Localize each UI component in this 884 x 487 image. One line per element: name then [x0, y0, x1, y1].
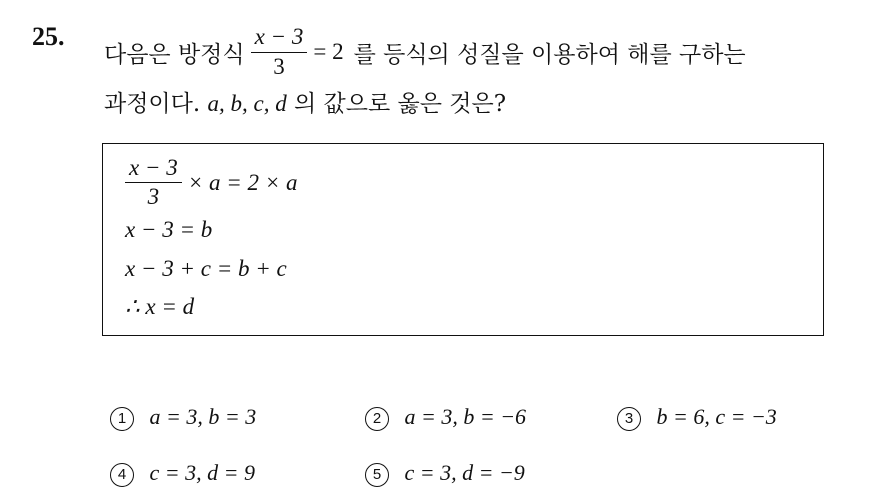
choice-marker: 1	[110, 407, 134, 431]
question-intro: 다음은 방정식	[104, 41, 245, 68]
question-line2-a: 과정이다.	[104, 91, 201, 117]
step1-denominator: 3	[147, 184, 160, 210]
choice-marker: 5	[365, 463, 389, 487]
step-1	[125, 156, 298, 209]
question-tail: 를 등식의 성질을 이용하여 해를 구하는	[353, 41, 746, 68]
question-line2-b: 의 값으로 옳은 것은?	[294, 91, 507, 117]
question-variables: a, b, c, d	[207, 91, 287, 116]
fraction-numerator: x − 3	[251, 25, 308, 52]
choice-3[interactable]	[617, 404, 777, 431]
choice-marker: 4	[110, 463, 134, 487]
choice-marker: 3	[617, 407, 641, 431]
question-line-2	[104, 85, 506, 118]
choice-1[interactable]	[110, 404, 256, 431]
choice-text: c = 3, d = −9	[404, 460, 525, 485]
fraction-denominator: 3	[273, 53, 285, 79]
step1-numerator: x − 3	[125, 156, 182, 183]
question-number: 25.	[32, 22, 65, 51]
choice-5[interactable]	[365, 460, 525, 487]
choice-text: a = 3, b = 3	[149, 404, 257, 429]
step1-rest: × a = 2 × a	[187, 169, 298, 195]
choice-text: b = 6, c = −3	[656, 404, 777, 429]
choice-4[interactable]	[110, 460, 255, 487]
question-line-1	[104, 22, 746, 82]
step-4: ∴ x = d	[125, 294, 195, 319]
choice-marker: 2	[365, 407, 389, 431]
step-2: x − 3 = b	[125, 217, 213, 242]
choice-2[interactable]	[365, 404, 526, 431]
equation-fraction	[251, 25, 308, 78]
solution-process-box	[102, 143, 824, 336]
equation-rhs: = 2	[313, 39, 344, 64]
step-3: x − 3 + c = b + c	[125, 256, 287, 281]
step1-fraction	[125, 156, 182, 209]
choice-text: a = 3, b = −6	[404, 404, 527, 429]
choice-text: c = 3, d = 9	[149, 460, 255, 485]
